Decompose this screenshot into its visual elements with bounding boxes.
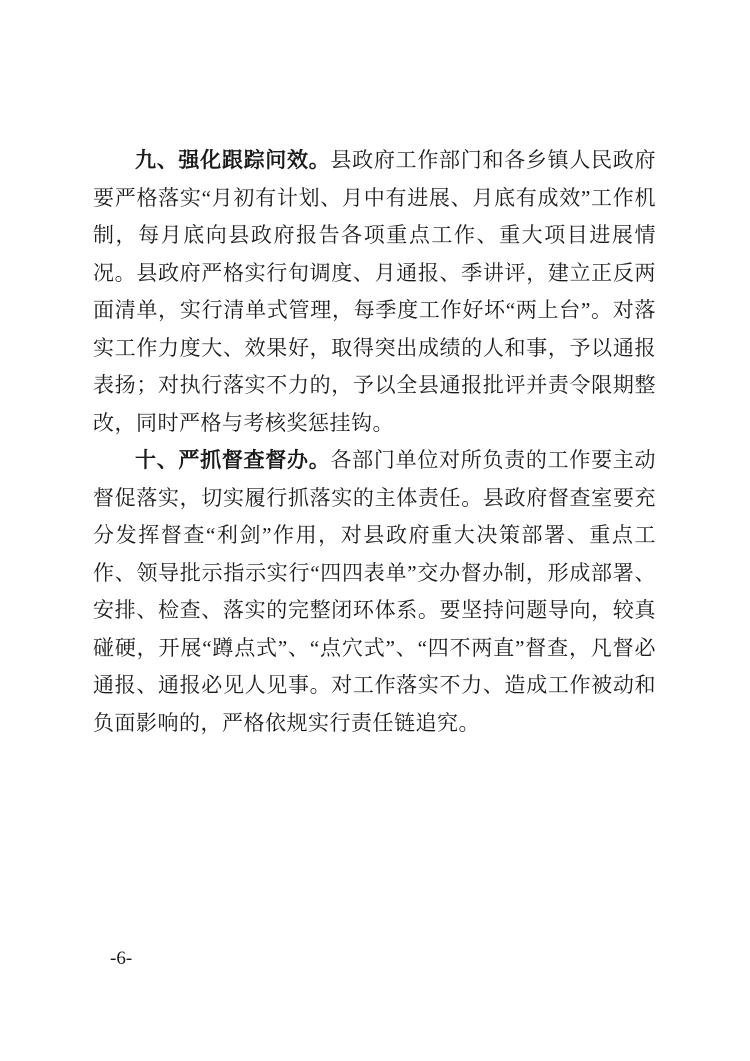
section-paragraph-9 — [93, 142, 656, 442]
page-number: -6- — [110, 948, 133, 969]
section-heading-9: 九、强化跟踪问效。 — [135, 149, 331, 172]
document-text-block — [93, 142, 656, 742]
section-body-10: 各部门单位对所负责的工作要主动督促落实，切实履行抓落实的主体责任。县政府督查室要充分发挥督查“利剑”作用，对县政府重大决策部署、重点工作、领导批示指示实行“四四表单”交办督办制，形成部署、安排、检查、落实的完整闭环体系。要坚持问题导向，较真碰硬，开展“蹲点式”、“点穴式”、“四不两直”督查，凡督必通报、通报必见人见事。对工作落实不力、造成工作被动和负面影响的，严格依规实行责任链追究。 — [93, 448, 657, 735]
section-heading-10: 十、严抓督查督办。 — [135, 449, 331, 472]
section-body-9: 县政府工作部门和各乡镇人民政府要严格落实“月初有计划、月中有进展、月底有成效”工作机制，每月底向县政府报告各项重点工作、重大项目进展情况。县政府严格实行旬调度、月通报、季讲评，建立正反两面清单，实行清单式管理，每季度工作好坏“两上台”。对落实工作力度大、效果好，取得突出成绩的人和事，予以通报表扬；对执行落实不力的，予以全县通报批评并责令限期整改，同时严格与考核奖惩挂钩。 — [93, 148, 657, 435]
section-paragraph-10 — [93, 442, 656, 742]
